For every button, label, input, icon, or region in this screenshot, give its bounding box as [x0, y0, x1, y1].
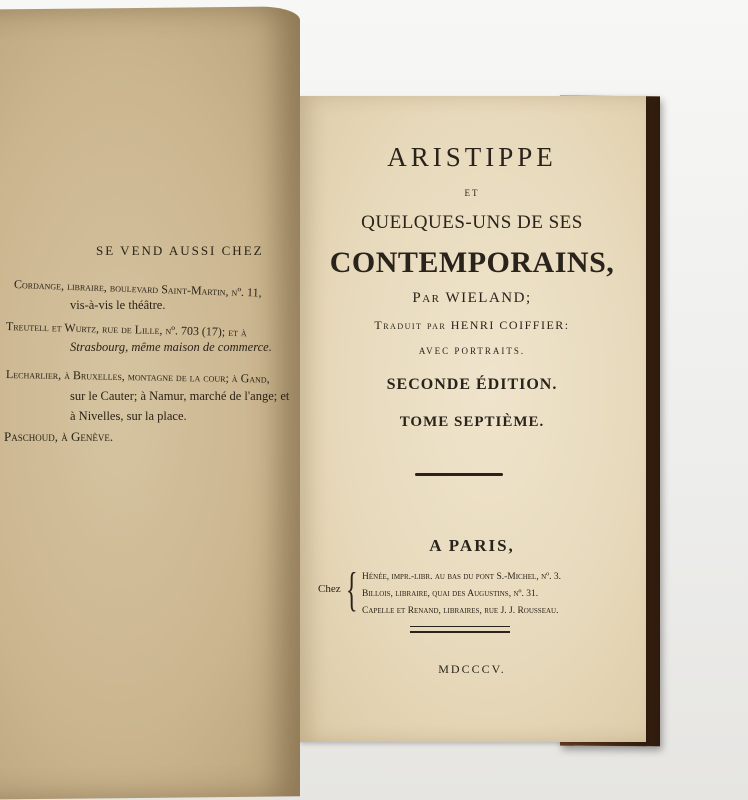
chez-label: Chez	[318, 583, 341, 595]
left-line-7: à Nivelles, sur la place.	[70, 409, 187, 423]
left-line-8: Paschoud, à Genève.	[4, 429, 114, 444]
city-line: A PARIS,	[429, 536, 515, 555]
portraits-line: AVEC PORTRAITS.	[418, 346, 526, 356]
title-contemporains: CONTEMPORAINS,	[329, 246, 615, 279]
publisher-brace: {	[346, 563, 358, 616]
subtitle: QUELQUES-UNS DE SES	[361, 212, 583, 233]
ornamental-rule	[410, 626, 510, 633]
tome-line: TOME SEPTIÈME.	[399, 414, 545, 430]
left-line-4: Strasbourg, même maison de commerce.	[70, 340, 272, 354]
author-line: Par WIELAND;	[412, 290, 532, 306]
publisher-2: Billois, libraire, quai des Augustins, nº. 31.	[362, 589, 539, 599]
left-line-1: Cordange, libraire, boulevard Saint-Martin, nº. 11,	[13, 277, 262, 300]
left-line-5: Lecharlier, à Bruxelles, montagne de la cour; à Gand,	[5, 367, 270, 386]
publisher-3: Capelle et Renand, libraires, rue J. J. Rousseau.	[362, 606, 559, 616]
left-line-6: sur le Cauter; à Namur, marché de l'ange; et	[70, 389, 290, 403]
left-line-2: vis-à-vis le théâtre.	[70, 298, 166, 312]
left-heading: SE VEND AUSSI CHEZ	[96, 243, 264, 258]
divider-rule	[415, 473, 503, 476]
publisher-1: Hénée, impr.-libr. au bas du pont S.-Michel, nº. 3.	[362, 572, 561, 582]
edition-line: SECONDE ÉDITION.	[386, 376, 558, 393]
title-et: ET	[464, 188, 480, 198]
book-title: ARISTIPPE	[387, 142, 557, 172]
translator-line: Traduit par HENRI COIFFIER:	[374, 318, 570, 332]
verso-page	[0, 6, 300, 799]
year-line: MDCCCV.	[438, 662, 506, 676]
left-line-3: Treutell et Wurtz, rue de Lille, nº. 703 (17); et à	[5, 319, 247, 340]
